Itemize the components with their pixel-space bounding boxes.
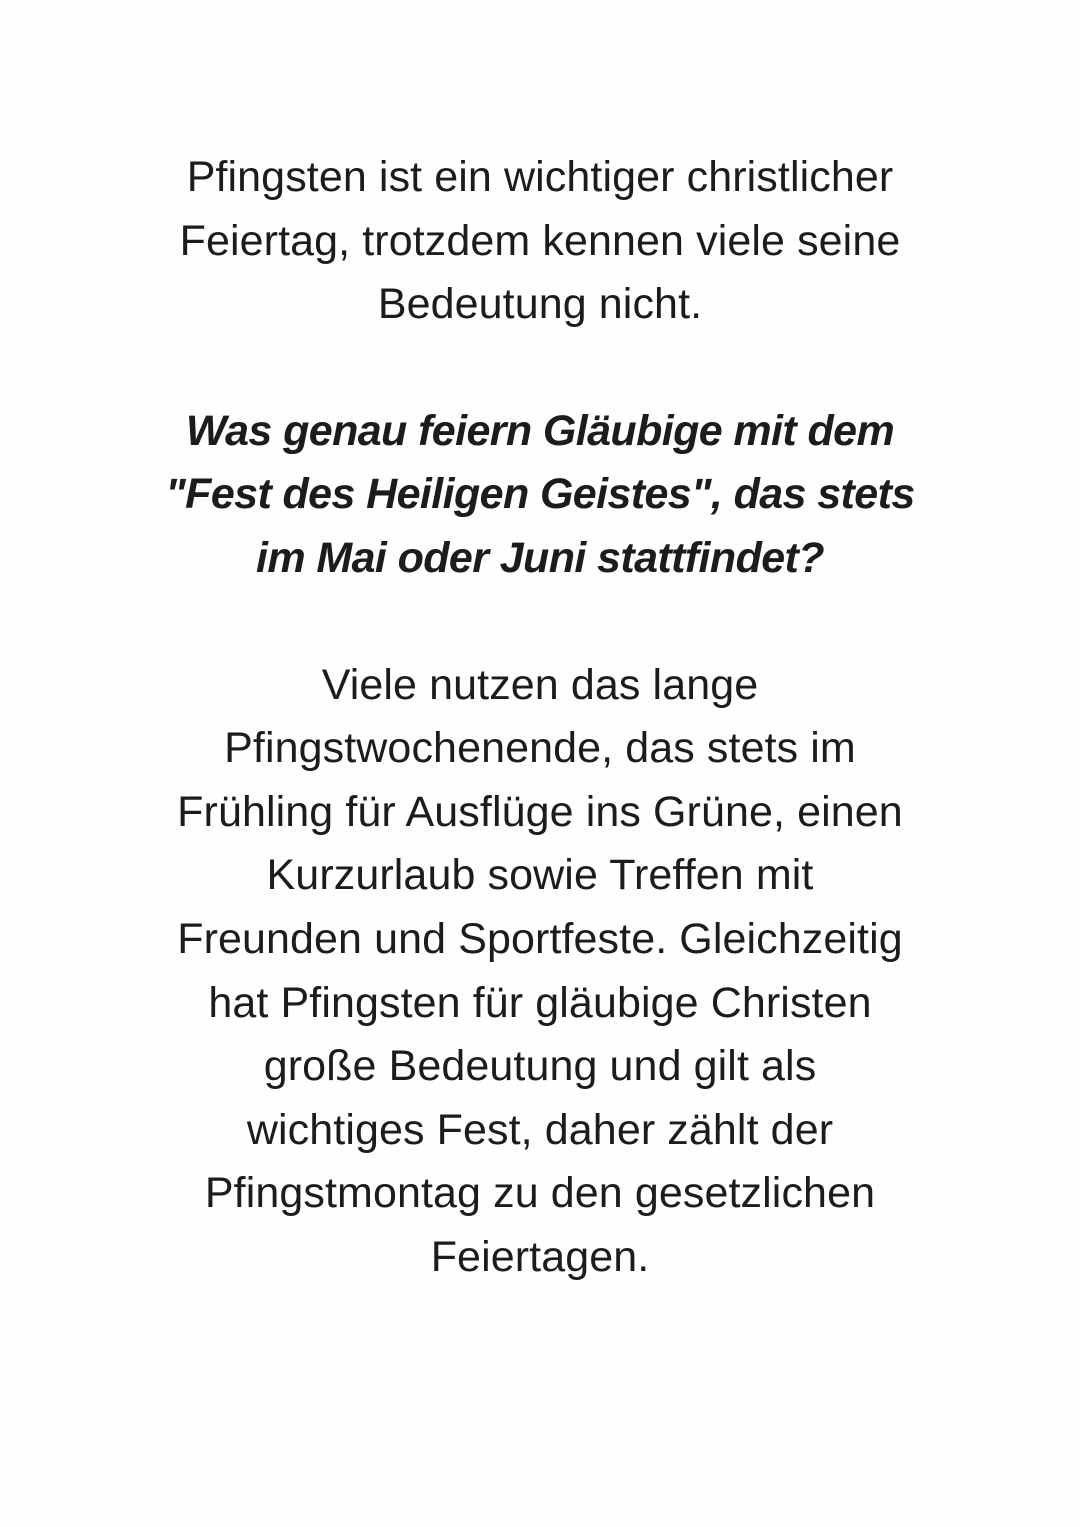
question-paragraph (120, 400, 960, 591)
question-line: Was genau feiern Gläubige mit dem (185, 406, 895, 455)
body-line: Viele nutzen das lange (321, 660, 759, 709)
body-paragraph (120, 654, 960, 1290)
body-line: Feiertagen. (430, 1232, 650, 1281)
body-line: Pfingstwochenende, das stets im (224, 724, 856, 773)
document-page (120, 146, 960, 1290)
body-line: große Bedeutung und gilt als (263, 1042, 817, 1091)
body-line: Kurzurlaub sowie Treffen mit (266, 851, 814, 900)
intro-line: Feiertag, trotzdem kennen viele seine (179, 216, 901, 265)
body-line: wichtiges Fest, daher zählt der (246, 1105, 834, 1154)
body-line: hat Pfingsten für gläubige Christen (208, 978, 872, 1027)
intro-line: Pfingsten ist ein wichtiger christlicher (186, 153, 894, 201)
intro-line: Bedeutung nicht. (377, 280, 703, 329)
intro-paragraph (120, 146, 960, 337)
body-line: Pfingstmontag zu den gesetzlichen (204, 1169, 876, 1218)
body-line: Frühling für Ausflüge ins Grüne, einen (177, 787, 903, 836)
question-line: im Mai oder Juni stattfindet? (256, 533, 824, 582)
body-line: Freunden und Sportfeste. Gleichzeitig (177, 914, 903, 963)
question-line: "Fest des Heiligen Geistes", das stets (165, 470, 915, 519)
